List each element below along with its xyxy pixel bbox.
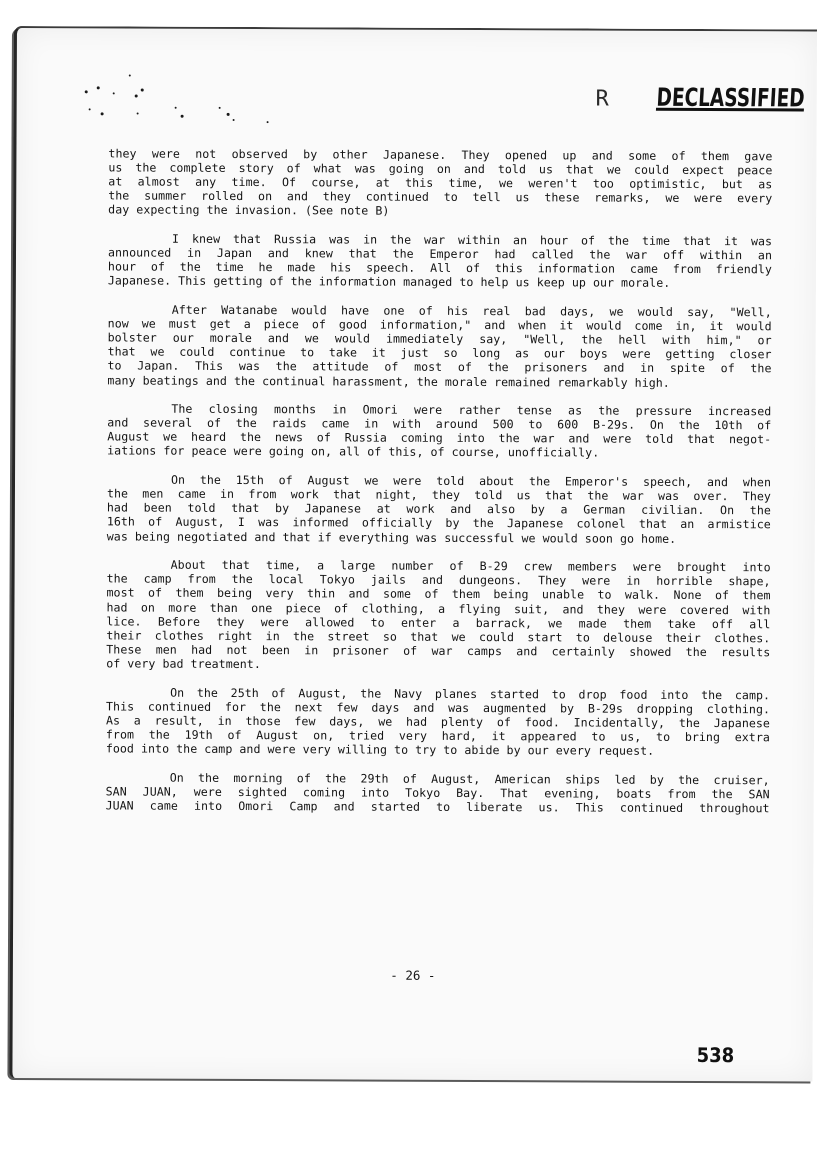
text-line: at almost any time. Of course, at this time, we weren't too optimistic, but as	[108, 174, 773, 192]
text-line: On the morning of the 29th of August, American ships led by the cruiser,	[169, 770, 770, 787]
text-line: On the 15th of August we were told about the Emperor's speech, and when	[170, 472, 772, 490]
text-line: food into the camp and were very willing to try to abide by our every request.	[105, 741, 655, 758]
text-line: 16th of August, I was informed officially by the Japanese colonel that an armistice	[106, 514, 771, 532]
text-line: most of them being very thin and some of them being unable to walk. None of them	[106, 585, 771, 603]
text-line: The closing months in Omori were rather tense as the pressure increased	[171, 401, 772, 419]
text-line: the men came in from work that night, they told us that the war was over. They	[106, 486, 771, 504]
text-line: us the complete story of what was going on and told us that we could expect peace	[108, 160, 773, 178]
text-line: their clothes right in the street so that we could start to delouse their clothes.	[106, 628, 771, 645]
declassified-stamp	[591, 83, 805, 113]
paragraph	[106, 685, 770, 758]
text-line: had been told that by Japanese at work and also by a German civilian. On the	[106, 500, 771, 518]
paragraph	[106, 770, 770, 815]
paragraph	[106, 558, 770, 674]
text-line: from the 19th of August on, tried very hard, it appeared to us, to bring extra	[105, 727, 770, 745]
text-line: This continued for the next few days and was augmented by B-29s dropping clothing.	[106, 699, 771, 716]
text-line: After Watanabe would have one of his real bad days, we would say, "Well,	[171, 302, 772, 320]
text-line: iations for peace were going on, all of this, of course, unofficially.	[107, 443, 600, 461]
text-line: the summer rolled on and they continued to tell us these remarks, we were every	[108, 188, 773, 206]
text-line: As a result, in those few days, we had plenty of food. Incidentally, the Japanese	[105, 713, 770, 731]
text-line: JUAN came into Omori Camp and started to liberate us. This continued throughout	[105, 798, 770, 816]
text-line: lice. Before they were allowed to enter a barrack, we made them take off all	[106, 614, 771, 631]
text-line: that we could continue to take it just so long as our boys were getting closer	[107, 344, 772, 362]
text-line: now we must get a piece of good information," and when it would come in, it would	[107, 316, 772, 334]
paragraph	[107, 402, 771, 461]
text-line: SAN JUAN, were sighted coming into Tokyo Bay. That evening, boats from the SAN	[105, 784, 770, 802]
text-line: they were not observed by other Japanese. They opened up and some of them gave	[108, 146, 773, 164]
text-line: day expecting the invasion. (See note B)	[108, 202, 390, 219]
text-line: to Japan. This was the attitude of most of the prisoners and in spite of the	[107, 358, 772, 376]
page-number: - 26 -	[390, 967, 436, 983]
paragraph	[107, 473, 771, 546]
stamp-text: DECLASSIFIED	[655, 82, 806, 113]
paragraph	[108, 146, 772, 219]
text-line: announced in Japan and knew that the Emperor had called the war off within an	[107, 245, 773, 263]
body-text	[106, 146, 773, 829]
text-line: I knew that Russia was in the war within an hour of the time that it was	[172, 231, 773, 249]
text-line: Japanese. This getting of the information managed to help us keep up our morale.	[107, 273, 671, 291]
text-line: About that time, a large number of B-29 crew members were brought into	[170, 557, 771, 575]
text-line: many beatings and the continual harassment, the morale remained remarkably high.	[107, 372, 670, 390]
text-line: had on more than one piece of clothing, a flying suit, and they were covered with	[106, 599, 771, 617]
text-line: the camp from the local Tokyo jails and dungeons. They were in horrible shape,	[106, 571, 771, 589]
paragraph	[108, 231, 772, 290]
text-line: These men had not been in prisoner of war camps and certainly showed the results	[106, 642, 771, 660]
scan-specks	[77, 68, 297, 129]
footer-document-number: 538	[696, 1042, 735, 1068]
text-line: bolster our morale and we would immediately say, "Well, the hell with him," or	[107, 330, 772, 348]
paragraph	[107, 302, 771, 389]
text-line: and several of the raids came in with around 500 to 600 B-29s. On the 10th of	[107, 415, 772, 433]
document-page	[9, 26, 817, 1081]
text-line: On the 25th of August, the Navy planes started to drop food into the camp.	[170, 685, 771, 702]
stamp-prefix: R	[595, 86, 609, 112]
text-line: August we heard the news of Russia coming into the war and were told that negot-	[107, 429, 772, 447]
text-line: was being negotiated and that if everything was successful we would soon go home.	[106, 528, 677, 546]
text-line: hour of the time he made his speech. All of this information came from friendly	[107, 259, 772, 277]
text-line: of very bad treatment.	[106, 656, 261, 671]
